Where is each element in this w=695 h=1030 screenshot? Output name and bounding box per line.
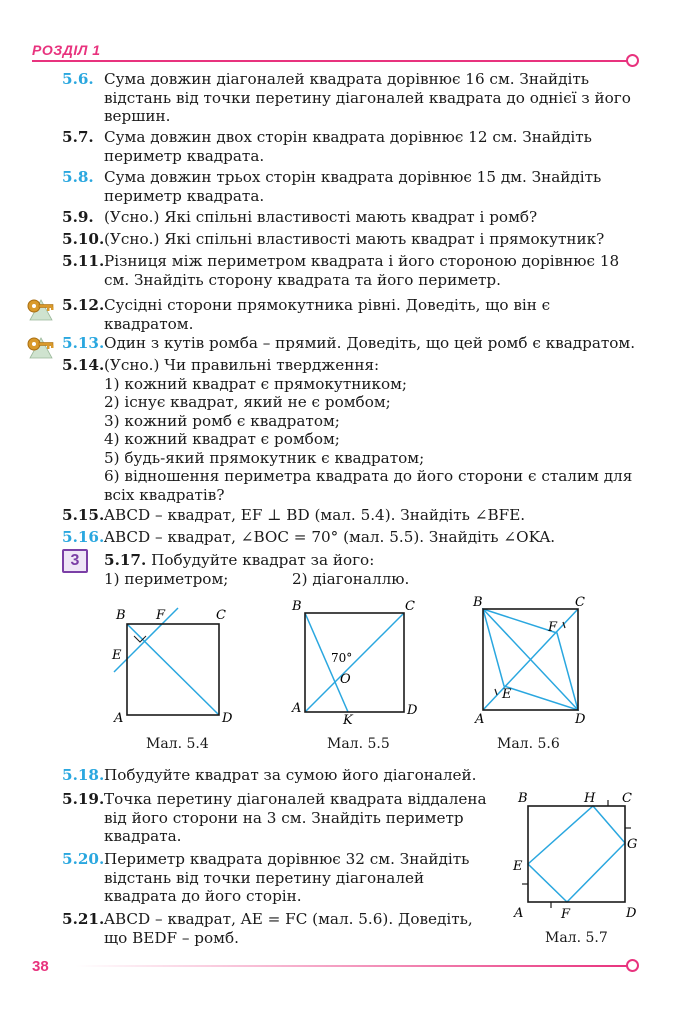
problem-text: Точка перетину діагоналей квадрата віддалена від його сторони на 3 см. Знайдіть периметр квадрата. — [104, 790, 487, 845]
difficulty-level-badge: 3 — [62, 549, 88, 573]
problem-5-13 — [62, 334, 642, 353]
label-b: B — [116, 608, 126, 623]
caption-5-7: Мал. 5.7 — [545, 930, 608, 946]
problem-5-16 — [62, 528, 642, 547]
problem-text: Різниця між периметром квадрата і його стороною дорівнює 18 см. Знайдіть сторону квадрата та його периметр. — [104, 252, 620, 289]
label-f: F — [548, 620, 558, 635]
diagonal-bd — [127, 624, 219, 715]
problem-text: Сусідні сторони прямокутника рівні. Доведіть, що він є квадратом. — [104, 296, 551, 333]
label-a: A — [114, 711, 124, 726]
figure-5-7 — [510, 786, 645, 928]
problem-5-7 — [62, 128, 642, 165]
label-c: C — [216, 608, 226, 623]
list-item: 4) кожний квадрат є ромбом; — [104, 430, 340, 448]
label-c: C — [405, 599, 415, 614]
label-c: C — [575, 595, 585, 610]
problem-text: Периметр квадрата дорівнює 32 см. Знайдіть відстань від точки перетину діагоналей квадрата до його сторін. — [104, 850, 470, 905]
caption-5-4: Мал. 5.4 — [146, 736, 209, 752]
problem-number: 5.21. — [62, 910, 105, 928]
problem-5-18 — [62, 766, 642, 785]
problem-5-11 — [62, 252, 642, 289]
list-item: 3) кожний ромб є квадратом; — [104, 411, 340, 430]
label-g: G — [627, 837, 638, 852]
key-icon — [24, 330, 58, 360]
problem-5-14 — [62, 356, 642, 504]
diagonal-ac — [305, 613, 404, 712]
label-d: D — [222, 711, 233, 726]
label-f: F — [156, 608, 166, 623]
label-c: C — [622, 791, 632, 806]
problem-5-10 — [62, 230, 642, 249]
problem-text: Побудуйте квадрат за його: — [151, 551, 375, 569]
problem-number: 5.15. — [62, 506, 105, 524]
problem-5-6 — [62, 70, 642, 126]
problem-number: 5.8. — [62, 168, 94, 186]
problem-text: Сума довжин двох сторін квадрата дорівнює 12 см. Знайдіть периметр квадрата. — [104, 128, 592, 165]
problem-text: (Усно.) Які спільні властивості мають квадрат і ромб? — [104, 208, 538, 226]
label-b: B — [473, 595, 483, 610]
caption-5-6: Мал. 5.6 — [497, 736, 560, 752]
problem-5-17 — [62, 551, 642, 589]
figure-5-4 — [108, 600, 243, 730]
label-k: K — [343, 713, 353, 728]
problem-text: (Усно.) Чи правильні твердження: — [104, 356, 380, 374]
problem-text: ABCD – квадрат, AE = FC (мал. 5.6). Доведіть, що BEDF – ромб. — [104, 910, 473, 947]
problem-number: 5.9. — [62, 208, 94, 226]
label-d: D — [575, 712, 586, 727]
page-number: 38 — [32, 958, 49, 975]
problem-5-19 — [62, 790, 500, 846]
list-item: 6) відношення периметра квадрата до його сторони є сталим для всіх квадратів? — [104, 467, 633, 504]
label-h: H — [584, 791, 596, 806]
problem-text: Один з кутів ромба – прямий. Доведіть, що цей ромб є квадратом. — [104, 334, 636, 352]
key-icon — [24, 292, 58, 322]
problem-number: 5.19. — [62, 790, 105, 808]
problem-5-9 — [62, 208, 642, 227]
label-e: E — [513, 859, 523, 874]
header-rule-end — [626, 54, 639, 67]
problem-number: 5.11. — [62, 252, 105, 270]
label-o: O — [340, 672, 351, 687]
problem-number: 5.6. — [62, 70, 94, 88]
problem-5-8 — [62, 168, 642, 205]
problem-5-21 — [62, 910, 500, 947]
figure-5-6 — [470, 592, 600, 728]
footer-rule-end — [626, 959, 639, 972]
problem-text: Побудуйте квадрат за сумою його діагоналей. — [104, 766, 477, 784]
problem-number: 5.20. — [62, 850, 105, 868]
header-rule — [32, 60, 628, 62]
problem-number: 5.12. — [62, 296, 105, 314]
list-item: 5) будь-який прямокутник є квадратом; — [104, 448, 425, 467]
tick-ae — [495, 689, 497, 695]
list-item: 2) існує квадрат, який не є ромбом; — [104, 393, 391, 411]
label-f: F — [561, 907, 571, 922]
label-b: B — [518, 791, 528, 806]
problem-5-20 — [62, 850, 500, 906]
caption-5-5: Мал. 5.5 — [327, 736, 390, 752]
problem-number: 5.16. — [62, 528, 105, 546]
label-a: A — [475, 712, 485, 727]
problem-number: 5.18. — [62, 766, 105, 784]
section-header: РОЗДІЛ 1 — [32, 42, 101, 58]
problem-number: 5.7. — [62, 128, 94, 146]
label-b: B — [292, 599, 302, 614]
problem-text: ABCD – квадрат, ∠BOC = 70° (мал. 5.5). Знайдіть ∠OKA. — [104, 528, 556, 546]
footer-rule — [76, 965, 628, 967]
label-a: A — [514, 906, 524, 921]
problem-number: 5.13. — [62, 334, 105, 352]
option-2: 2) діагоналлю. — [292, 569, 410, 588]
figure-5-5 — [288, 596, 423, 730]
label-e: E — [502, 687, 512, 702]
label-d: D — [407, 703, 418, 718]
problem-text: Сума довжин діагоналей квадрата дорівнює 16 см. Знайдіть відстань від точки перетину діагоналей квадрата до однієї з його вершин. — [104, 70, 631, 125]
problem-number: 5.17. — [104, 551, 147, 569]
option-1: 1) периметром; — [104, 569, 229, 588]
label-a: A — [292, 701, 302, 716]
label-d: D — [626, 906, 637, 921]
label-e: E — [112, 648, 122, 663]
quadrilateral-efgh — [528, 806, 625, 902]
problem-5-15 — [62, 506, 642, 525]
angle-label: 70° — [331, 651, 353, 665]
problem-text: (Усно.) Які спільні властивості мають квадрат і прямокутник? — [104, 230, 605, 248]
problem-5-12 — [62, 296, 642, 333]
statement-list — [104, 375, 642, 505]
problem-number: 5.10. — [62, 230, 105, 248]
problem-text: ABCD – квадрат, EF ⊥ BD (мал. 5.4). Знайдіть ∠BFE. — [104, 506, 526, 524]
problem-number: 5.14. — [62, 356, 105, 374]
list-item: 1) кожний квадрат є прямокутником; — [104, 374, 408, 393]
problem-text: Сума довжин трьох сторін квадрата дорівнює 15 дм. Знайдіть периметр квадрата. — [104, 168, 602, 205]
